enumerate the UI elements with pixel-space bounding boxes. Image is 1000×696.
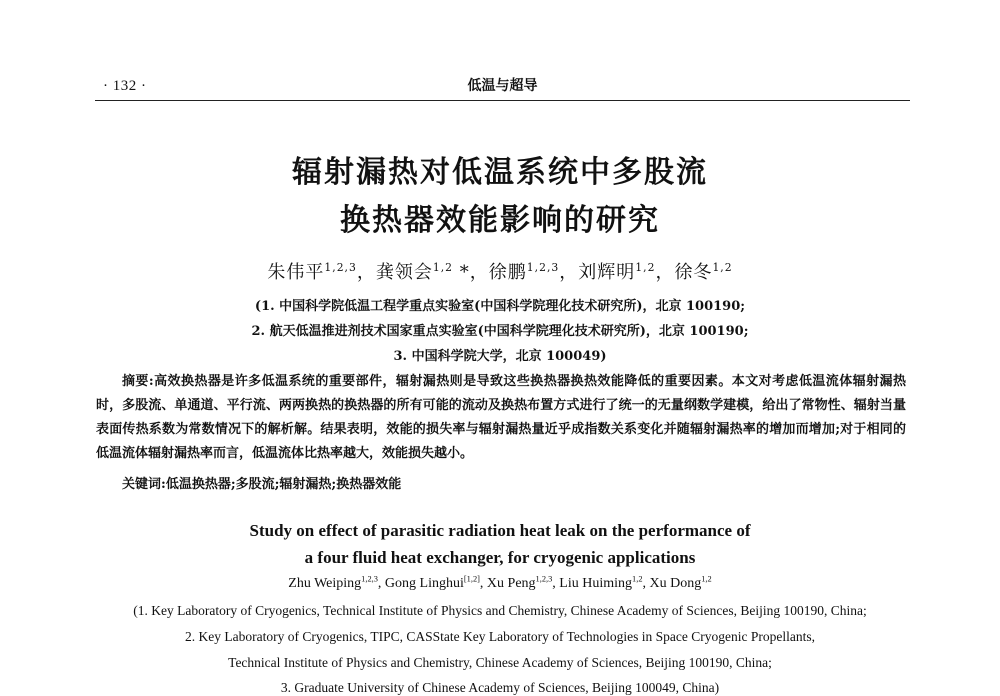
affiliation-en-2: 2. Key Laboratory of Cryogenics, TIPC, CASState Key Laboratory of Technologies in Space Cryogenic Propellants, — [185, 629, 815, 644]
abstract-label: 摘要: — [122, 374, 154, 389]
affiliation-en-3: Technical Institute of Physics and Chemistry, Chinese Academy of Sciences, Beijing 100190, China; — [228, 655, 772, 670]
author-en: Zhu Weiping$^{1,2,3}$ — [288, 574, 378, 591]
affiliation-en-1: (1. Key Laboratory of Cryogenics, Technical Institute of Physics and Chemistry, Chinese Academy of Sciences, Beijing 100190, China; — [133, 603, 867, 618]
journal-name: 低温与超导 — [467, 78, 538, 94]
affiliation-cn-3: 3. 中国科学院大学，北京 100049) — [393, 349, 607, 364]
author-en: Xu Peng$^{1,2,3}$ — [486, 574, 553, 591]
running-header — [95, 70, 910, 101]
author-en: Gong Linghui[1,2] — [384, 574, 480, 591]
author-cn: 徐冬$^{1,2}$ — [674, 261, 733, 283]
keywords-label: 关键词: — [122, 477, 166, 492]
abstract-cn — [96, 370, 906, 466]
title-cn-line-1: 辐射漏热对低温系统中多股流 — [292, 155, 708, 190]
keywords-cn — [122, 473, 401, 492]
authors-cn: 朱伟平$^{1,2,3}$，龚领会$^{1,2}$ *，徐鹏$^{1,2,3}$，刘辉明$^{1,2}$，徐冬$^{1,2}$ — [267, 261, 733, 283]
author-cn: 徐鹏$^{1,2,3}$ — [488, 261, 560, 283]
author-cn: 刘辉明$^{1,2}$ — [578, 261, 656, 283]
author-en: Xu Dong$^{1,2}$ — [649, 574, 712, 591]
page-number: · 132 · — [103, 78, 147, 94]
abstract-text: 高效换热器是许多低温系统的重要部件，辐射漏热则是导致这些换热器换热效能降低的重要因素。本文对考虑低温流体辐射漏热时，多股流、单通道、平行流、两两换热的换热器的所有可能的流动及换热布置方式进行了统一的无量纲数学建模，给出了常物性、辐射当量表面传热系数为常数情况下的解析解。结果表明，效能的损失率与辐射漏热量近乎成指数关系变化并随辐射漏热率的增加而增加;对于相同的低温流体辐射漏热率而言，低温流体比热率越大，效能损失越小。 — [96, 374, 906, 461]
keywords-text: 低温换热器;多股流;辐射漏热;换热器效能 — [165, 477, 402, 492]
author-cn: 朱伟平$^{1,2,3}$ — [267, 261, 357, 283]
affiliation-cn-1: (1. 中国科学院低温工程学重点实验室(中国科学院理化技术研究所)，北京 100190; — [254, 299, 746, 314]
author-cn: 龚领会$^{1,2}$ * — [375, 261, 470, 283]
title-en-line-2: a four fluid heat exchanger, for cryogenic applications — [304, 548, 696, 567]
affiliation-cn-2: 2. 航天低温推进剂技术国家重点实验室(中国科学院理化技术研究所)，北京 100190; — [251, 324, 749, 339]
title-en-line-1: Study on effect of parasitic radiation heat leak on the performance of — [249, 521, 751, 540]
author-en: Liu Huiming$^{1,2}$ — [559, 574, 643, 591]
affiliation-en-4: 3. Graduate University of Chinese Academy of Sciences, Beijing 100049, China) — [280, 680, 720, 695]
authors-en: Zhu Weiping$^{1,2,3}$, Gong Linghui[1,2], Xu Peng$^{1,2,3}$, Liu Huiming$^{1,2}$, Xu Dong$^{1,2}$ — [288, 574, 712, 591]
title-cn-line-2: 换热器效能影响的研究 — [340, 203, 660, 238]
